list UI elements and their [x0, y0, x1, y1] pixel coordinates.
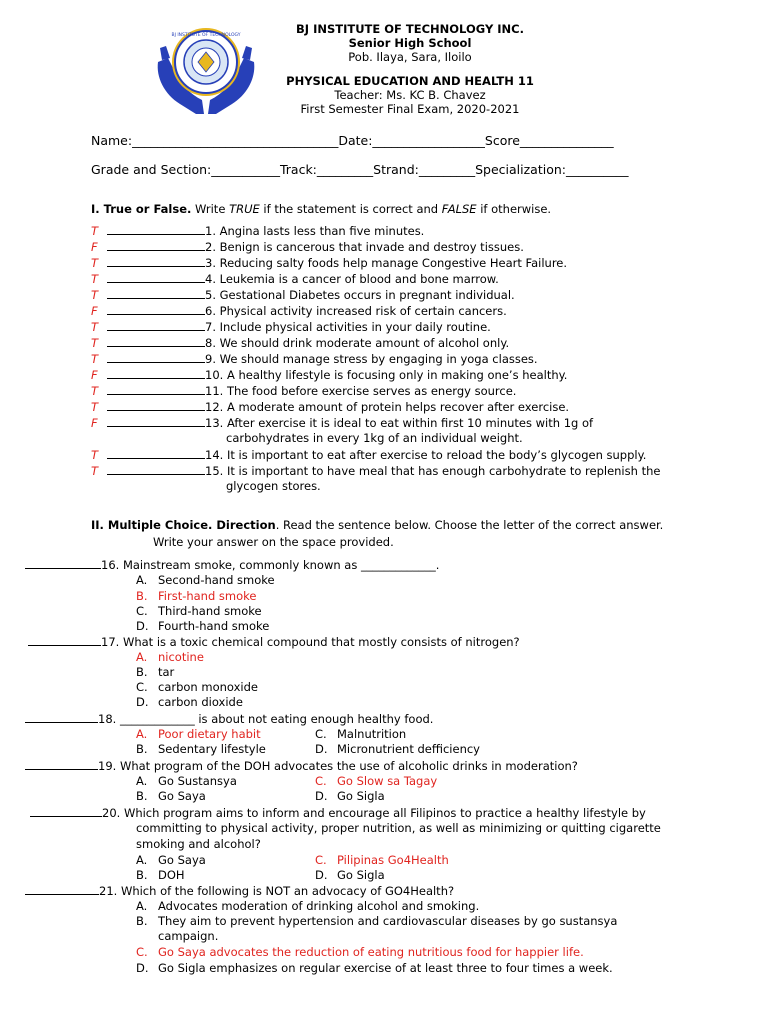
tf-statement-cont: glycogen stores.: [226, 479, 321, 493]
tf-answer: F: [91, 416, 98, 430]
tf-answer-line: [107, 239, 205, 251]
exam-title: First Semester Final Exam, 2020-2021: [300, 102, 520, 116]
tf-statement: 6. Physical activity increased risk of certain cancers.: [205, 304, 507, 318]
tf-statement: 4. Leukemia is a cancer of blood and bone marrow.: [205, 272, 499, 286]
q21-option-a: A. Advocates moderation of drinking alcohol and smoking.: [136, 899, 480, 913]
q21-option-b: B. They aim to prevent hypertension and cardiovascular diseases by go sustansya: [136, 914, 618, 928]
tf-answer: F: [91, 368, 98, 382]
tf-statement: 3. Reducing salty foods help manage Congestive Heart Failure.: [205, 256, 568, 270]
tf-statement: 2. Benign is cancerous that invade and destroy tissues.: [205, 240, 524, 254]
question-19: 19. What program of the DOH advocates the use of alcoholic drinks in moderation?: [25, 758, 578, 773]
tf-answer: T: [91, 384, 99, 398]
tf-answer: T: [91, 464, 99, 478]
tf-statement: 1. Angina lasts less than five minutes.: [205, 224, 425, 238]
q17-option-c: C. carbon monoxide: [136, 680, 258, 694]
q18-option-b: B. Sedentary lifestyle: [136, 742, 266, 756]
tf-answer-line: [107, 271, 205, 283]
tf-answer-line: [107, 415, 205, 427]
tf-answer: T: [91, 224, 99, 238]
tf-statement-cont: carbohydrates in every 1kg of an individual weight.: [226, 431, 523, 445]
tf-answer-line: [107, 447, 205, 459]
tf-item: [91, 415, 593, 431]
tf-item: [91, 319, 491, 335]
tf-item: [91, 399, 569, 415]
tf-item: [91, 335, 509, 351]
tf-answer-line: [107, 319, 205, 331]
tf-statement: 12. A moderate amount of protein helps recover after exercise.: [205, 400, 570, 414]
tf-answer-line: [107, 335, 205, 347]
institution-name: BJ INSTITUTE OF TECHNOLOGY INC.: [296, 22, 524, 36]
tf-answer: T: [91, 256, 99, 270]
question-20-cont2: smoking and alcohol?: [136, 837, 261, 851]
teacher-name: Teacher: Ms. KC B. Chavez: [334, 88, 486, 102]
tf-statement: 13. After exercise it is ideal to eat within first 10 minutes with 1g of: [205, 416, 594, 430]
school-logo: [150, 22, 262, 116]
tf-statement: 15. It is important to have meal that has enough carbohydrate to replenish the: [205, 464, 661, 478]
tf-answer-line: [107, 351, 205, 363]
q19-option-b: B. Go Saya: [136, 789, 206, 803]
tf-answer: T: [91, 320, 99, 334]
tf-statement: 11. The food before exercise serves as energy source.: [205, 384, 517, 398]
tf-item: [91, 351, 538, 367]
q21-option-d: D. Go Sigla emphasizes on regular exercise of at least three to four times a week.: [136, 961, 613, 975]
tf-statement: 9. We should manage stress by engaging in yoga classes.: [205, 352, 538, 366]
tf-item: [91, 463, 660, 479]
q16-option-c: C. Third-hand smoke: [136, 604, 262, 618]
tf-statement: 5. Gestational Diabetes occurs in pregnant individual.: [205, 288, 515, 302]
tf-item: [91, 223, 424, 239]
section2-heading: II. Multiple Choice. Direction. Read the sentence below. Choose the letter of the correct answer.: [91, 518, 664, 532]
q16-option-a: A. Second-hand smoke: [136, 573, 275, 587]
q18-option-a: A. Poor dietary habit: [136, 727, 261, 741]
question-18: 18. _____________ is about not eating enough healthy food.: [25, 711, 433, 726]
tf-answer: F: [91, 304, 98, 318]
tf-answer-line: [107, 399, 205, 411]
tf-answer: T: [91, 272, 99, 286]
logo-text: BJ INSTITUTE OF TECHNOLOGY: [171, 33, 241, 38]
question-16: 16. Mainstream smoke, commonly known as _____________.: [25, 557, 439, 572]
tf-answer-line: [107, 463, 205, 475]
q16-option-d: D. Fourth-hand smoke: [136, 619, 270, 633]
tf-answer-line: [107, 287, 205, 299]
tf-statement: 10. A healthy lifestyle is focusing only in making one’s healthy.: [205, 368, 568, 382]
subject-title: PHYSICAL EDUCATION AND HEALTH 11: [286, 74, 534, 88]
tf-item: [91, 367, 567, 383]
grade-track-row: Grade and Section:___________Track:_________Strand:_________Specialization:__________: [91, 162, 629, 177]
q17-option-d: D. carbon dioxide: [136, 695, 243, 709]
tf-item: [91, 447, 646, 463]
name-date-score-row: Name:_________________________________Date:__________________Score_______________: [91, 133, 614, 148]
tf-answer-line: [107, 255, 205, 267]
tf-answer: T: [91, 448, 99, 462]
tf-item: [91, 303, 507, 319]
q21-option-b-cont: campaign.: [158, 929, 219, 943]
q20-option-d: D. Go Sigla: [315, 868, 385, 882]
q20-option-b: B. DOH: [136, 868, 185, 882]
tf-item: [91, 271, 499, 287]
school-address: Pob. Ilaya, Sara, Iloilo: [348, 50, 472, 64]
q19-option-a: A. Go Sustansya: [136, 774, 237, 788]
tf-answer-line: [107, 383, 205, 395]
q20-option-c: C. Pilipinas Go4Health: [315, 853, 449, 867]
tf-item: [91, 383, 516, 399]
tf-answer-line: [107, 367, 205, 379]
tf-item: [91, 287, 515, 303]
tf-answer-line: [107, 303, 205, 315]
q17-option-b: B. tar: [136, 665, 175, 679]
tf-item: [91, 239, 524, 255]
tf-answer: F: [91, 240, 98, 254]
q18-option-d: D. Micronutrient defficiency: [315, 742, 480, 756]
section1-heading: I. True or False. Write TRUE if the statement is correct and FALSE if otherwise.: [91, 202, 552, 216]
q17-option-a: A. nicotine: [136, 650, 204, 664]
tf-statement: 14. It is important to eat after exercise to reload the body’s glycogen supply.: [205, 448, 647, 462]
question-17: 17. What is a toxic chemical compound that mostly consists of nitrogen?: [28, 634, 520, 649]
section2-instruction: Write your answer on the space provided.: [153, 535, 394, 549]
tf-statement: 8. We should drink moderate amount of alcohol only.: [205, 336, 510, 350]
question-20-cont1: committing to physical activity, proper nutrition, as well as minimizing or quitting cigarette: [136, 821, 661, 835]
q19-option-c: C. Go Slow sa Tagay: [315, 774, 438, 788]
q16-option-b: B. First-hand smoke: [136, 589, 257, 603]
q21-option-c: C. Go Saya advocates the reduction of eating nutritious food for happier life.: [136, 945, 584, 959]
question-20: 20. Which program aims to inform and encourage all Filipinos to practice a healthy lifestyle by: [30, 805, 646, 820]
tf-item: [91, 255, 567, 271]
school-name: Senior High School: [348, 36, 472, 50]
tf-statement: 7. Include physical activities in your daily routine.: [205, 320, 491, 334]
q20-option-a: A. Go Saya: [136, 853, 206, 867]
tf-answer: T: [91, 400, 99, 414]
q18-option-c: C. Malnutrition: [315, 727, 407, 741]
question-21: 21. Which of the following is NOT an advocacy of GO4Health?: [25, 883, 454, 898]
tf-answer: T: [91, 336, 99, 350]
tf-answer-line: [107, 223, 205, 235]
tf-answer: T: [91, 288, 99, 302]
tf-answer: T: [91, 352, 99, 366]
q19-option-d: D. Go Sigla: [315, 789, 385, 803]
